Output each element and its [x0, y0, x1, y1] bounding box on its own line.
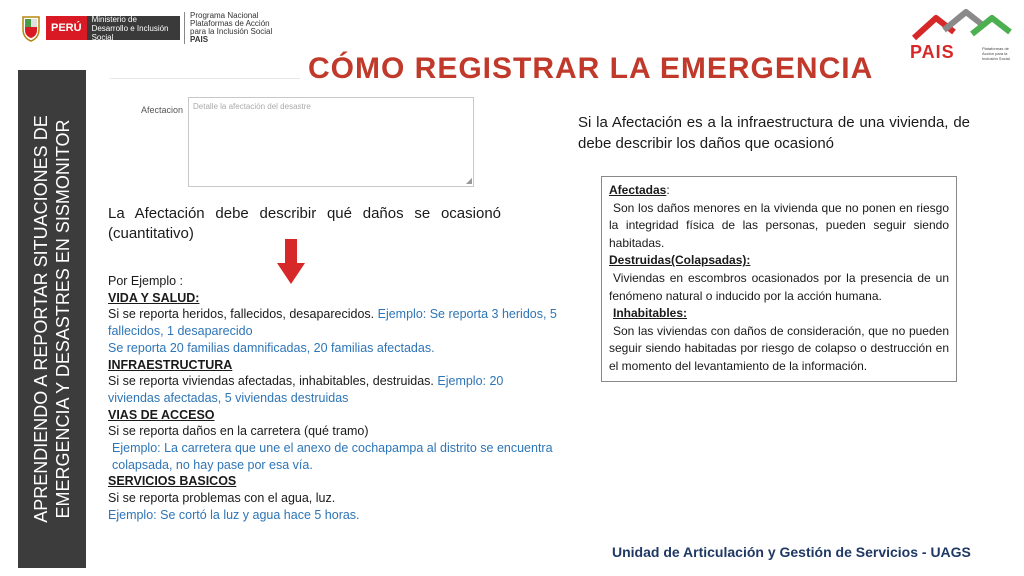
vertical-sidebar-banner: [18, 70, 86, 568]
section-example: Ejemplo: La carretera que une el anexo de cochapampa al distrito se encuentra colapsada, no hay pase por esa vía.: [112, 441, 553, 472]
afectacion-field-label: Afectacion: [141, 105, 184, 115]
footer-unit-label: Unidad de Articulación y Gestión de Servicios - UAGS: [612, 544, 971, 560]
definition-term: Destruidas(Colapsadas):: [609, 253, 751, 268]
definition-term: Afectadas:: [609, 183, 670, 197]
section-example: Ejemplo: Se cortó la luz y agua hace 5 horas.: [108, 507, 360, 522]
section-body: Si se reporta daños en la carretera (qué tramo): [108, 424, 369, 439]
definition-text: Viviendas en escombros ocasionados por la presencia de un fenómeno natural o inducido por la acción humana.: [609, 270, 949, 303]
pais-houses-icon: [908, 8, 1012, 44]
afectacion-textarea[interactable]: [188, 97, 474, 187]
examples-block: [108, 273, 558, 524]
program-line: PAIS: [190, 35, 209, 44]
resize-handle-icon[interactable]: ◢: [465, 176, 472, 185]
definitions-box: [601, 176, 957, 382]
section-heading: SERVICIOS BASICOS: [108, 474, 237, 489]
right-description: Si la Afectación es a la infraestructura de una vivienda, de debe describir los daños que ocasionó: [578, 114, 970, 152]
peru-government-logo: [20, 10, 180, 46]
program-line: para la Inclusión Social: [190, 27, 273, 36]
examples-intro: Por Ejemplo :: [108, 274, 184, 288]
ministry-label: Ministerio de Desarrollo e Inclusión Social: [87, 16, 180, 40]
peru-flag-label: PERÚ: [46, 16, 87, 40]
page-title: CÓMO REGISTRAR LA EMERGENCIA: [308, 52, 874, 85]
definition-text: Son los daños menores en la vivienda que no ponen en riesgo la integridad física de las personas, pueden seguir siendo habitadas.: [609, 200, 949, 250]
peru-shield-icon: [20, 13, 42, 43]
section-heading: VIDA Y SALUD:: [108, 290, 200, 305]
section-heading: VIAS DE ACCESO: [108, 407, 215, 422]
definition-term: Inhabitables:: [613, 306, 688, 321]
section-extra: Se reporta 20 familias damnificadas, 20 familias afectadas.: [108, 340, 435, 355]
section-body: Si se reporta viviendas afectadas, inhabitables, destruidas. Ejemplo: 20 viviendas afectadas, 5 viviendas destruidas: [108, 374, 504, 405]
section-body: Si se reporta heridos, fallecidos, desaparecidos. Ejemplo: Se reporta 3 heridos, 5 fallecidos, 1 desaparecido: [108, 307, 557, 339]
pais-logo-subtitle: Plataformas de Acción para la Inclusión Social: [982, 46, 1010, 61]
section-heading: INFRAESTRUCTURA: [108, 357, 233, 372]
left-description: La Afectación debe describir qué daños se ocasionó (cuantitativo): [108, 205, 501, 242]
pais-logo-text: PAIS: [910, 42, 955, 62]
afectacion-placeholder: Detalle la afectación del desastre: [193, 102, 311, 111]
program-name-block: [184, 12, 300, 44]
pais-logo: [908, 8, 1012, 63]
sidebar-banner-text: APRENDIENDO A REPORTAR SITUACIONES DE EMERGENCIA Y DESASTRES EN SISMONITOR: [31, 115, 73, 523]
definition-text: Son las viviendas con daños de consideración, que no pueden seguir siendo habitadas por riesgo de colapso o destrucción en el momento del levantamiento de la información.: [609, 323, 949, 373]
title-divider: [110, 78, 300, 79]
section-body: Si se reporta problemas con el agua, luz.: [108, 491, 336, 506]
program-line: Plataformas de Acción: [190, 19, 270, 28]
program-line: Programa Nacional: [190, 11, 259, 20]
